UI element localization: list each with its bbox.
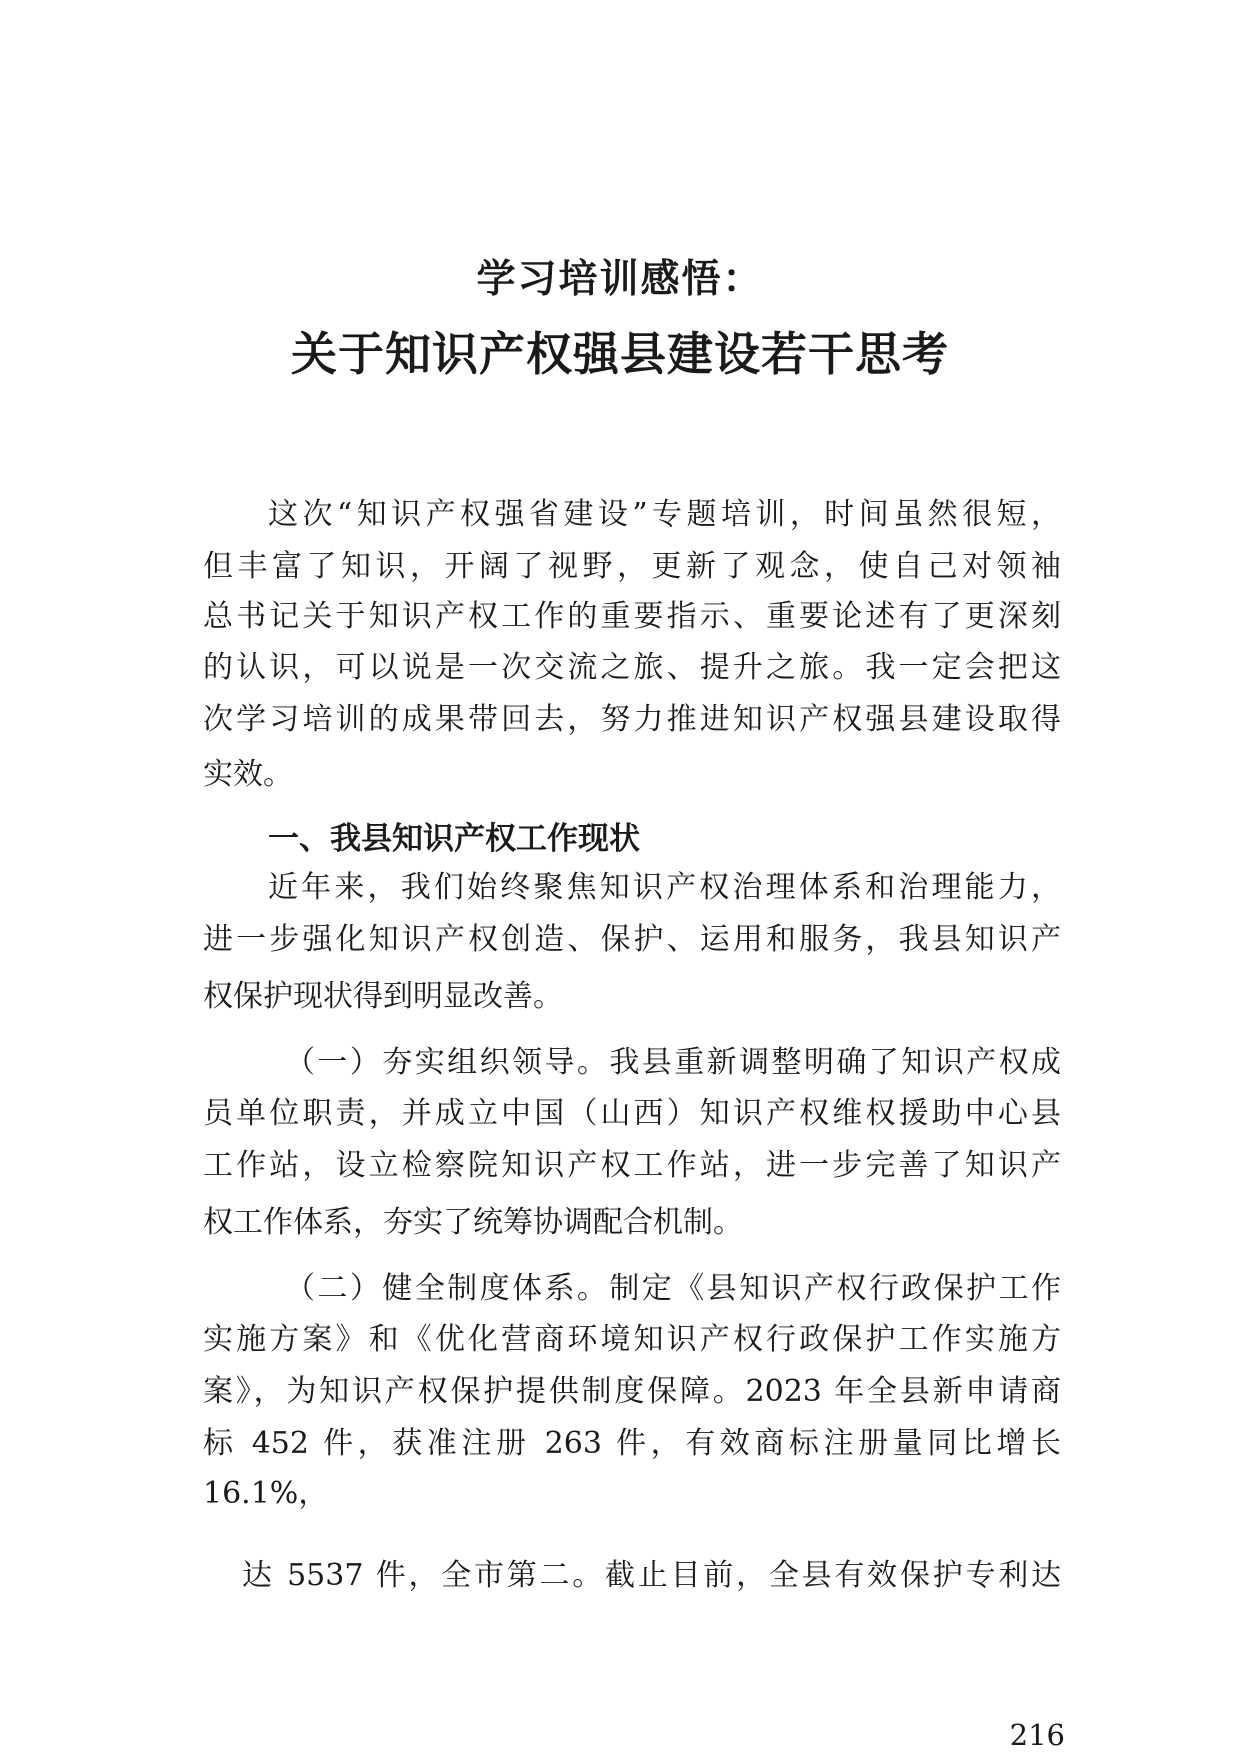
page-number: 216 — [1009, 1718, 1065, 1752]
intro-line: 这次“知识产权强省建设”专题培训，时间虽然很短， — [268, 497, 1061, 532]
item1-line: 员单位职责，并成立中国（山西）知识产权维权援助中心县 — [203, 1096, 1061, 1131]
intro-line: 的认识，可以说是一次交流之旅、提升之旅。我一定会把这 — [203, 650, 1061, 685]
intro-line: 次学习培训的成果带回去，努力推进知识产权强县建设取得 — [203, 702, 1061, 737]
document-title-line2: 关于知识产权强县建设若干思考 — [291, 327, 949, 381]
item1-line: 权工作体系，夯实了统筹协调配合机制。 — [203, 1205, 743, 1240]
item1-line: （一）夯实组织领导。我县重新调整明确了知识产权成 — [285, 1045, 1061, 1080]
intro-line: 但丰富了知识，开阔了视野，更新了观念，使自己对领袖 — [203, 549, 1061, 584]
section-para-line: 近年来，我们始终聚焦知识产权治理体系和治理能力， — [268, 870, 1061, 905]
item1-line: 工作站，设立检察院知识产权工作站，进一步完善了知识产 — [203, 1148, 1061, 1183]
section-para-line: 进一步强化知识产权创造、保护、运用和服务，我县知识产 — [203, 922, 1061, 957]
intro-line: 总书记关于知识产权工作的重要指示、重要论述有了更深刻 — [203, 599, 1061, 634]
document-title-line1: 学习培训感悟： — [476, 257, 764, 302]
item2-line: 达 5537 件，全市第二。截止目前，全县有效保护专利达 — [242, 1558, 1061, 1593]
item2-line: 实施方案》和《优化营商环境知识产权行政保护工作实施方 — [203, 1322, 1061, 1357]
item2-line: 案》，为知识产权保护提供制度保障。2023 年全县新申请商 — [203, 1374, 1061, 1409]
item2-line: 16.1%， — [203, 1476, 329, 1511]
item2-line: 标 452 件，获准注册 263 件，有效商标注册量同比增长 — [203, 1426, 1061, 1461]
section-para-line: 权保护现状得到明显改善。 — [203, 979, 563, 1014]
intro-line: 实效。 — [203, 757, 293, 792]
section-heading: 一、我县知识产权工作现状 — [268, 821, 640, 857]
item2-line: （二）健全制度体系。制定《县知识产权行政保护工作 — [285, 1271, 1061, 1306]
